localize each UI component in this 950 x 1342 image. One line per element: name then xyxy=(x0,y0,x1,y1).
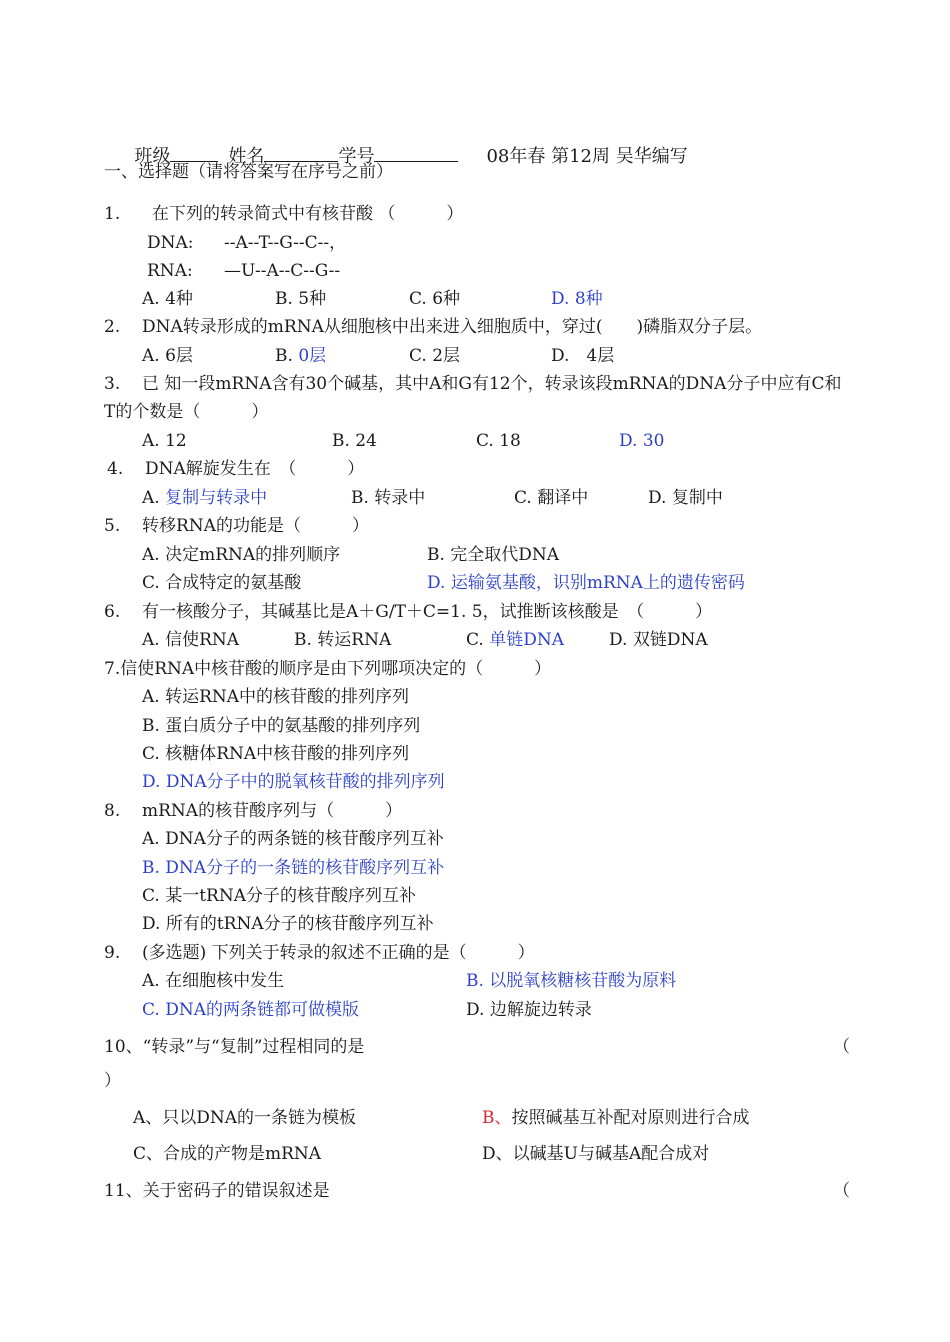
id-label: 学号 xyxy=(338,146,375,167)
q7-option-a[interactable]: A. 转运RNA中的核苷酸的排列序列 xyxy=(142,687,410,707)
q4-option-b[interactable]: B. 转录中 xyxy=(351,488,426,508)
q3-stem-line2: T的个数是（ ） xyxy=(104,402,269,422)
q4-option-a-text: 复制与转录中 xyxy=(165,488,268,508)
q10-option-a[interactable]: A、只以DNA的一条链为模板 xyxy=(133,1108,357,1128)
q8-option-c[interactable]: C. 某一tRNA分子的核苷酸序列互补 xyxy=(142,886,416,906)
class-blank[interactable] xyxy=(170,143,218,162)
q10-option-b-text: 按照碱基互补配对原则进行合成 xyxy=(511,1108,750,1128)
q5-option-d[interactable]: D. 运输氨基酸，识别mRNA上的遗传密码 xyxy=(427,573,745,593)
q1-option-b[interactable]: B. 5种 xyxy=(275,289,327,309)
q5-stem: 转移RNA的功能是（ ） xyxy=(142,516,369,536)
q3-number: 3. xyxy=(104,374,121,394)
class-label: 班级 xyxy=(134,146,171,167)
q7-option-b[interactable]: B. 蛋白质分子中的氨基酸的排列序列 xyxy=(142,716,421,736)
q10-option-b-letter: B、 xyxy=(482,1108,512,1128)
q7-option-d[interactable]: D. DNA分子中的脱氧核苷酸的排列序列 xyxy=(142,772,445,792)
q9-option-c[interactable]: C. DNA的两条链都可做模版 xyxy=(142,1000,359,1020)
q11-stem: 11、关于密码子的错误叙述是 xyxy=(104,1181,330,1201)
q10-option-d[interactable]: D、以碱基U与碱基A配合成对 xyxy=(482,1144,710,1164)
q1-rna-seq: —U--A--C--G-- xyxy=(224,261,341,281)
q1-dna-label: DNA: xyxy=(147,233,194,253)
q2-option-b-letter: B. xyxy=(275,346,299,366)
q4-number: 4. xyxy=(107,459,124,479)
q1-rna-label: RNA: xyxy=(147,261,193,281)
section-title: 一、选择题（请将答案写在序号之前） xyxy=(104,162,393,182)
q6-number: 6. xyxy=(104,602,121,622)
q3-option-d[interactable]: D. 30 xyxy=(619,431,665,451)
q2-option-b[interactable] xyxy=(275,345,326,367)
q6-option-d[interactable]: D. 双链DNA xyxy=(609,630,708,650)
q4-option-a-letter: A. xyxy=(142,488,166,508)
q9-number: 9. xyxy=(104,943,121,963)
q8-option-a[interactable]: A. DNA分子的两条链的核苷酸序列互补 xyxy=(142,829,444,849)
q1-option-a[interactable]: A. 4种 xyxy=(142,289,193,309)
q8-option-b[interactable]: B. DNA分子的一条链的核苷酸序列互补 xyxy=(142,858,445,878)
q8-stem: mRNA的核苷酸序列与（ ） xyxy=(142,801,403,821)
q6-option-c[interactable] xyxy=(466,629,564,651)
q4-stem: DNA解旋发生在 （ ） xyxy=(145,459,365,479)
q5-option-c[interactable]: C. 合成特定的氨基酸 xyxy=(142,573,302,593)
q6-option-c-letter: C. xyxy=(466,630,490,650)
q10-paren-open: （ xyxy=(833,1037,850,1057)
q9-option-d[interactable]: D. 边解旋边转录 xyxy=(466,1000,592,1020)
q3-option-c[interactable]: C. 18 xyxy=(476,431,521,451)
q8-number: 8. xyxy=(104,801,121,821)
q10-option-c[interactable]: C、合成的产物是mRNA xyxy=(133,1144,322,1164)
q1-dna-seq: --A--T--G--C--， xyxy=(224,233,347,253)
q6-option-b[interactable]: B. 转运RNA xyxy=(294,630,392,650)
q6-stem: 有一核酸分子，其碱基比是A＋G/T＋C=1. 5，试推断该核酸是 （ ） xyxy=(142,602,713,622)
q5-option-b[interactable]: B. 完全取代DNA xyxy=(427,545,560,565)
q4-option-a[interactable] xyxy=(142,487,267,509)
q2-option-c[interactable]: C. 2层 xyxy=(409,346,461,366)
name-label: 姓名 xyxy=(228,146,265,167)
q11-paren-open: （ xyxy=(833,1181,850,1201)
q3-option-b[interactable]: B. 24 xyxy=(332,431,377,451)
q1-option-c[interactable]: C. 6种 xyxy=(409,289,461,309)
q2-number: 2. xyxy=(104,317,121,337)
q6-option-a[interactable]: A. 信使RNA xyxy=(142,630,240,650)
q4-option-d[interactable]: D. 复制中 xyxy=(648,488,723,508)
q9-stem: (多选题) 下列关于转录的叙述不正确的是（ ） xyxy=(142,943,535,963)
q9-option-b[interactable]: B. 以脱氧核糖核苷酸为原料 xyxy=(466,971,677,991)
q1-option-d[interactable]: D. 8种 xyxy=(551,289,603,309)
id-blank[interactable] xyxy=(374,143,458,162)
q4-option-c[interactable]: C. 翻译中 xyxy=(514,488,589,508)
q10-stem: 10、“转录”与“复制”过程相同的是 xyxy=(104,1037,365,1057)
q5-number: 5. xyxy=(104,516,121,536)
q8-option-d[interactable]: D. 所有的tRNA分子的核苷酸序列互补 xyxy=(142,914,434,934)
q2-option-b-text: 0层 xyxy=(298,346,327,366)
q1-stem: 在下列的转录简式中有核苷酸 （ ） xyxy=(152,204,464,224)
q9-option-a[interactable]: A. 在细胞核中发生 xyxy=(142,971,285,991)
q7-stem: 7.信使RNA中核苷酸的顺序是由下列哪项决定的（ ） xyxy=(104,659,552,679)
q10-option-b[interactable] xyxy=(482,1107,750,1129)
q3-stem-line1: 已 知一段mRNA含有30个碱基，其中A和G有12个，转录该段mRNA的DNA分子中应有C和 xyxy=(142,374,842,394)
q2-stem: DNA转录形成的mRNA从细胞核中出来进入细胞质中，穿过( )磷脂双分子层。 xyxy=(142,317,763,337)
q5-option-a[interactable]: A. 决定mRNA的排列顺序 xyxy=(142,545,341,565)
q10-paren-close: ） xyxy=(104,1071,121,1091)
q6-option-c-text: 单链DNA xyxy=(489,630,565,650)
name-blank[interactable] xyxy=(264,143,338,162)
q2-option-d[interactable]: D. 4层 xyxy=(551,346,615,366)
q1-number: 1. xyxy=(104,204,121,224)
q7-option-c[interactable]: C. 核糖体RNA中核苷酸的排列序列 xyxy=(142,744,410,764)
q3-option-a[interactable]: A. 12 xyxy=(142,431,187,451)
term-info: 08年春 第12周 吴华编写 xyxy=(486,146,688,167)
q2-option-a[interactable]: A. 6层 xyxy=(142,346,193,366)
